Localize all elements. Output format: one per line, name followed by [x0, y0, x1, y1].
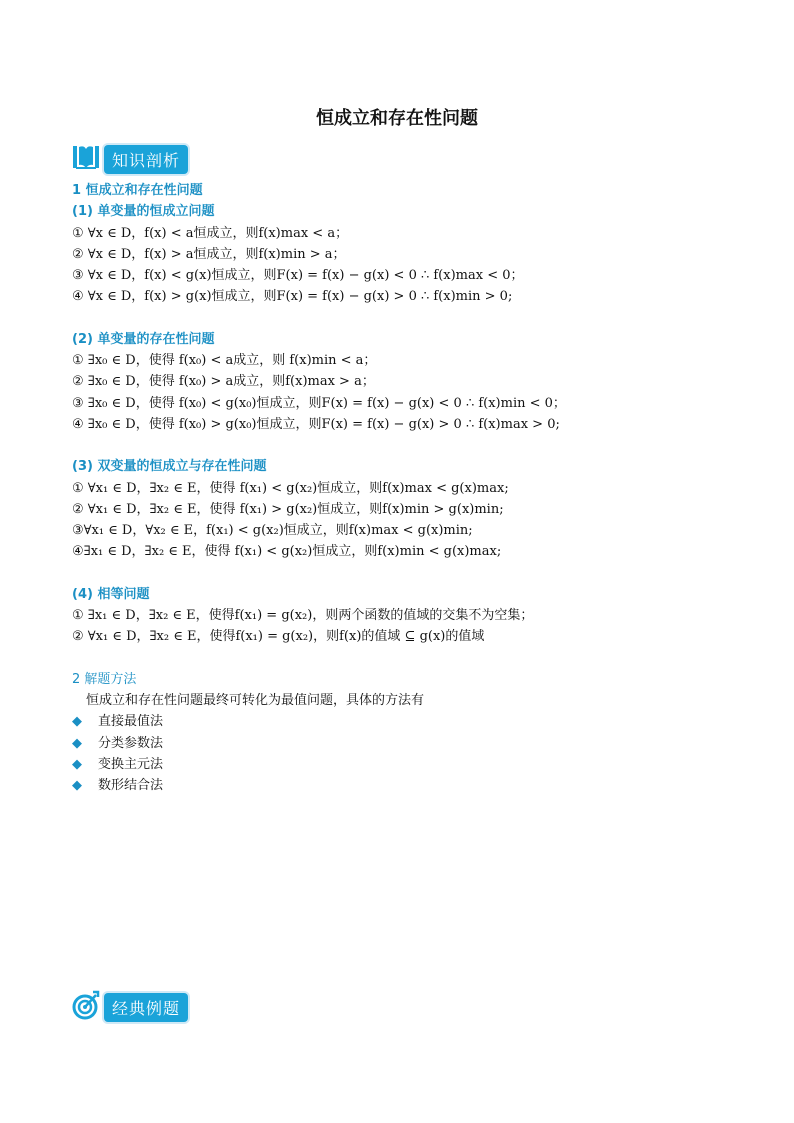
list-item: ② ∀x₁ ∈ D，∃x₂ ∈ E，使得 f(x₁) > g(x₂)恒成立，则f(x)min > g(x)min; [72, 501, 504, 517]
heading-two-variable: (3) 双变量的恒成立与存在性问题 [72, 459, 267, 475]
method-item: ◆ 数形结合法 [72, 775, 732, 796]
diamond-bullet-icon: ◆ [72, 714, 82, 730]
diamond-bullet-icon: ◆ [72, 735, 82, 751]
list-item: ④ ∃x₀ ∈ D，使得 f(x₀) > g(x₀)恒成立，则F(x) = f(x) − g(x) > 0 ∴ f(x)max > 0; [72, 416, 560, 432]
method-item: ◆ 分类参数法 [72, 733, 732, 754]
list-item: ① ∀x ∈ D，f(x) < a恒成立，则f(x)max < a； [72, 225, 349, 241]
list-item: ② ∀x ∈ D，f(x) > a恒成立，则f(x)min > a； [72, 246, 346, 262]
list-item: ④∃x₁ ∈ D，∃x₂ ∈ E，使得 f(x₁) < g(x₂)恒成立，则f(x)min < g(x)max; [72, 544, 502, 560]
list-item: ② ∃x₀ ∈ D，使得 f(x₀) > a成立，则f(x)max > a； [72, 374, 375, 390]
method-item: ◆ 变换主元法 [72, 754, 732, 775]
list-item: ③∀x₁ ∈ D，∀x₂ ∈ E，f(x₁) < g(x₂)恒成立，则f(x)max < g(x)min; [72, 523, 473, 539]
heading-single-forall: (1) 单变量的恒成立问题 [72, 204, 215, 220]
diamond-bullet-icon: ◆ [72, 778, 82, 794]
list-item: ① ∀x₁ ∈ D，∃x₂ ∈ E，使得 f(x₁) < g(x₂)恒成立，则f(x)max < g(x)max; [72, 480, 509, 496]
method-item: ◆ 直接最值法 [72, 711, 732, 732]
page-title: 恒成立和存在性问题 [316, 108, 478, 129]
target-icon [72, 990, 100, 1024]
list-item: ② ∀x₁ ∈ D，∃x₂ ∈ E，使得f(x₁) = g(x₂)，则f(x)的值域 ⊆ g(x)的值域 [72, 629, 485, 645]
methods-intro: 恒成立和存在性问题最终可转化为最值问题，具体的方法有 [86, 692, 425, 708]
heading-single-exists: (2) 单变量的存在性问题 [72, 331, 215, 347]
list-item: ③ ∀x ∈ D，f(x) < g(x)恒成立，则F(x) = f(x) − g(x) < 0 ∴ f(x)max < 0； [72, 268, 524, 284]
document-body [72, 180, 732, 796]
section-badge-label: 知识剖析 [104, 145, 188, 174]
open-book-icon [72, 144, 100, 174]
section-badge-label: 经典例题 [104, 993, 188, 1022]
heading-1: 1 恒成立和存在性问题 [72, 183, 203, 198]
list-item: ① ∃x₁ ∈ D，∃x₂ ∈ E，使得f(x₁) = g(x₂)，则两个函数的值域的交集不为空集； [72, 608, 534, 624]
heading-methods: 2 解题方法 [72, 671, 137, 687]
list-item: ④ ∀x ∈ D，f(x) > g(x)恒成立，则F(x) = f(x) − g(x) > 0 ∴ f(x)min > 0; [72, 289, 513, 305]
section-badge-examples [72, 990, 188, 1024]
heading-equality: (4) 相等问题 [72, 586, 150, 602]
section-badge-knowledge [72, 144, 188, 174]
diamond-bullet-icon: ◆ [72, 756, 82, 772]
list-item: ③ ∃x₀ ∈ D，使得 f(x₀) < g(x₀)恒成立，则F(x) = f(x) − g(x) < 0 ∴ f(x)min < 0； [72, 395, 566, 411]
list-item: ① ∃x₀ ∈ D，使得 f(x₀) < a成立，则 f(x)min < a； [72, 353, 377, 369]
